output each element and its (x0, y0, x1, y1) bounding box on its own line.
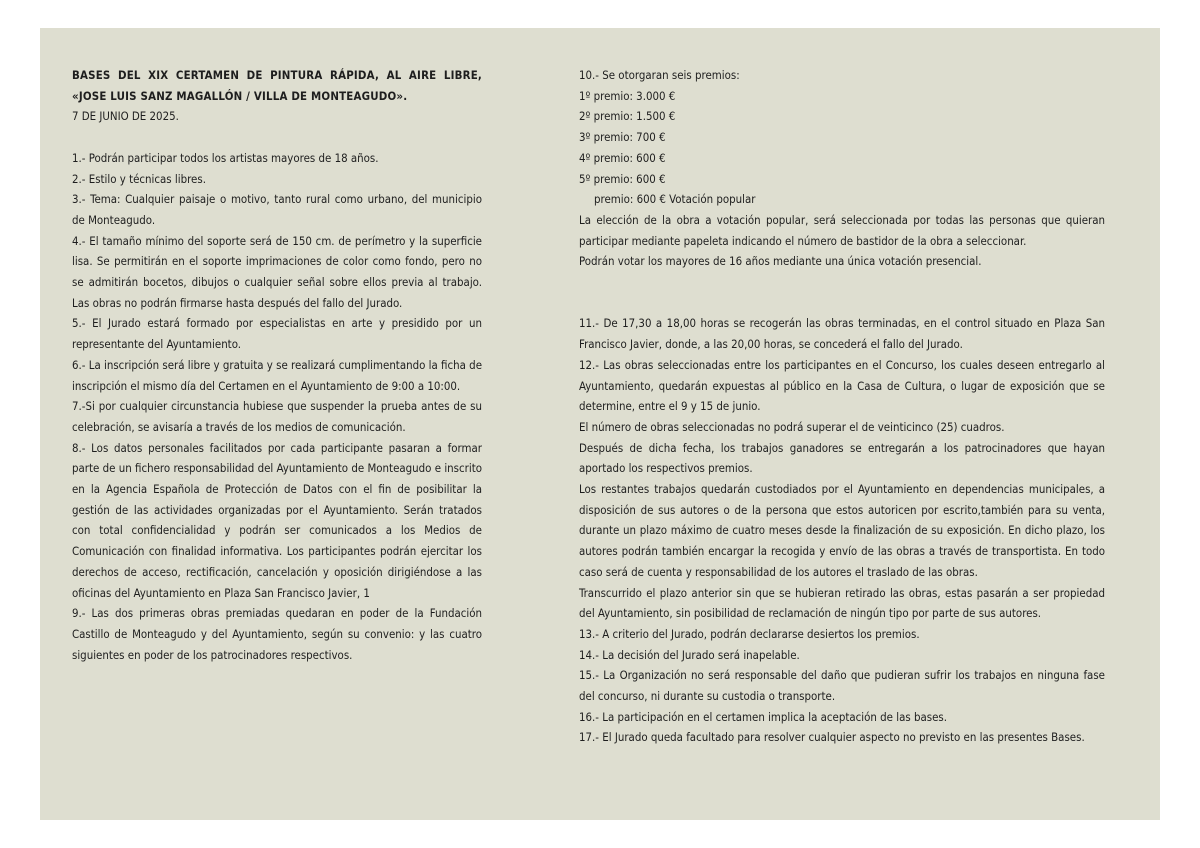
spacer (579, 293, 1105, 314)
rule-item-9: 9.- Las dos primeras obras premiadas quedaran en poder de la Fundación Castillo de Monteagudo y del Ayuntamiento, según su convenio: y las cuatro siguientes en poder de los patrocinadores respectivos. (72, 606, 482, 662)
ownership-text: Transcurrido el plazo anterior sin que se hubieran retirado las obras, estas pasarán a ser propiedad del Ayuntamiento, sin posibilidad de reclamación de ningún tipo por parte de sus autores. (579, 585, 1105, 621)
prize-2: 2º premio: 1.500 € (579, 109, 676, 124)
rule-item-11: 11.- De 17,30 a 18,00 horas se recogerán las obras terminadas, en el control situado en Plaza San Francisco Javier, donde, a las 20,00 horas, se concederá el fallo del Jurado. (579, 316, 1105, 352)
rule-item-2: 2.- Estilo y técnicas libres. (72, 171, 206, 186)
rule-item-3: 3.- Tema: Cualquier paisaje o motivo, tanto rural como urbano, del municipio de Monteagudo. (72, 192, 482, 227)
selected-works-limit: El número de obras seleccionadas no podrá superar el de veinticinco (25) cuadros. (579, 419, 1005, 434)
event-date: 7 DE JUNIO DE 2025. (72, 109, 179, 124)
rule-item-8: 8.- Los datos personales facilitados por cada participante pasaran a formar parte de un fichero responsabilidad del Ayuntamiento de Monteagudo e inscrito en la Agencia Española de Protección de Datos con el fin de posibilitar la gestión de las actividades organizadas por el Ayuntamiento. Serán tratados con total confidencialidad y podrán ser comunicados a los Medios de Comunicación con finalidad informativa. Los participantes podrán ejercitar los derechos de acceso, rectificación, cancelación y oposición dirigiéndose a las oficinas del Ayuntamiento en Plaza San Francisco Javier, 1 (72, 440, 482, 600)
popular-prize: premio: 600 € Votación popular (594, 192, 756, 207)
spacer (579, 272, 1105, 293)
prize-1: 1º premio: 3.000 € (579, 88, 676, 103)
rule-item-12: 12.- Las obras seleccionadas entre los participantes en el Concurso, los cuales deseen entregarlo al Ayuntamiento, quedarán expuestas al público en la Casa de Cultura, o lugar de exposición que se determine, entre el 9 y 15 de junio. (579, 357, 1105, 414)
custody-text: Los restantes trabajos quedarán custodiados por el Ayuntamiento en dependencias municipales, a disposición de sus autores o de la persona que estos autoricen por escrito,también para su venta, durante un plazo máximo de cuatro meses desde la finalización de su exposición. En dicho plazo, los autores podrán también encargar la recogida y envío de las obras a través de transportista. En todo caso será de cuenta y responsabilidad de los autores el traslado de las obras. (579, 482, 1105, 579)
prize-4: 4º premio: 600 € (579, 150, 666, 165)
spacer (72, 127, 482, 148)
rule-item-6: 6.- La inscripción será libre y gratuita y se realizará cumplimentando la ficha de inscripción el mismo día del Certamen en el Ayuntamiento de 9:00 a 10:00. (72, 357, 482, 393)
voting-age-text: Podrán votar los mayores de 16 años mediante una única votación presencial. (579, 254, 982, 269)
rule-item-5: 5.- El Jurado estará formado por especialistas en arte y presidido por un representante del Ayuntamiento. (72, 316, 482, 352)
winners-delivery-text: Después de dicha fecha, los trabajos ganadores se entregarán a los patrocinadores que hayan aportado los respectivos premios. (579, 440, 1105, 476)
right-column (579, 65, 1105, 748)
prize-3: 3º premio: 700 € (579, 130, 666, 145)
document-title: BASES DEL XIX CERTAMEN DE PINTURA RÁPIDA, AL AIRE LIBRE, «JOSE LUIS SANZ MAGALLÓN / VILLA DE MONTEAGUDO». (72, 68, 482, 103)
popular-vote-text: La elección de la obra a votación popular, será seleccionada por todas las personas que quieran participar mediante papeleta indicando el número de bastidor de la obra a seleccionar. (579, 212, 1105, 248)
rule-item-17: 17.- El Jurado queda facultado para resolver cualquier aspecto no previsto en las presentes Bases. (579, 730, 1085, 745)
document-page (40, 28, 1160, 820)
rule-item-1: 1.- Podrán participar todos los artistas mayores de 18 años. (72, 150, 379, 165)
rule-item-15: 15.- La Organización no será responsable del daño que pudieran sufrir los trabajos en ninguna fase del concurso, ni durante su custodia o transporte. (579, 668, 1105, 704)
rule-item-16: 16.- La participación en el certamen implica la aceptación de las bases. (579, 709, 947, 724)
rule-item-13: 13.- A criterio del Jurado, podrán declararse desiertos los premios. (579, 626, 920, 641)
rule-item-14: 14.- La decisión del Jurado será inapelable. (579, 647, 800, 662)
prize-5: 5º premio: 600 € (579, 171, 666, 186)
left-column (72, 65, 482, 665)
rule-item-7: 7.-Si por cualquier circunstancia hubiese que suspender la prueba antes de su celebración, se avisaría a través de los medios de comunicación. (72, 399, 482, 434)
prizes-heading: 10.- Se otorgaran seis premios: (579, 68, 740, 82)
rule-item-4: 4.- El tamaño mínimo del soporte será de 150 cm. de perímetro y la superficie lisa. Se permitirán en el soporte imprimaciones de color como fondo, pero no se admitirán bocetos, dibujos o cualquier señal sobre ellos previa al trabajo. Las obras no podrán firmarse hasta después del fallo del Jurado. (72, 233, 482, 310)
